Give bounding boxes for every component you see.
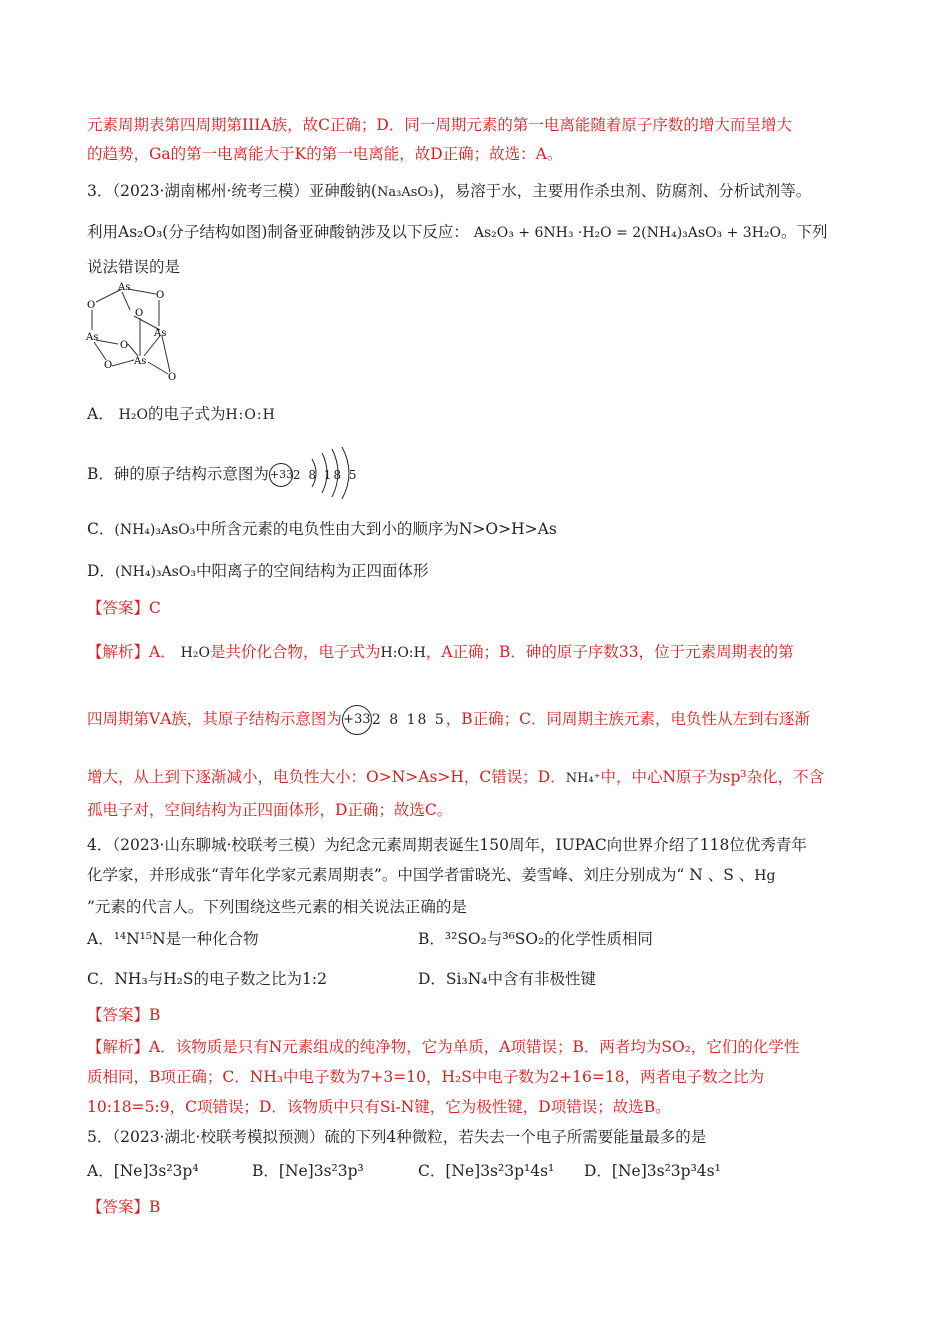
q5-stem: 5．（2023·湖北·校联考模拟预测）硫的下列4种微粒，若失去一个电子所需要能量最多的是 xyxy=(87,1128,707,1146)
q5-option-c: C．[Ne]3s²3p¹4s¹ xyxy=(418,1162,555,1180)
q4-option-a: A．¹⁴N¹⁵N是一种化合物 xyxy=(87,930,259,948)
q3-stem-line-3: 说法错误的是 xyxy=(87,258,181,276)
q4-explanation-line-3: 10:18=5:9，C项错误；D．该物质中只有Si-N键，它为极性键，D项错误；故选B。 xyxy=(87,1098,671,1116)
q4-stem-line-2: 化学家，并形成张“青年化学家元素周期表”。中国学者雷晓光、姜雪峰、刘庄分别成为“ N 、S 、Hg xyxy=(87,866,776,884)
electron-shell-arcs xyxy=(308,445,358,501)
svg-text:O: O xyxy=(87,300,96,311)
q4-stem-line-1: 4．（2023·山东聊城·校联考三模）为纪念元素周期表诞生150周年，IUPAC向世界介绍了118位优秀青年 xyxy=(87,836,807,854)
svg-text:As: As xyxy=(154,328,167,339)
q5-option-a: A．[Ne]3s²3p⁴ xyxy=(87,1162,199,1180)
q4-answer: 【答案】B xyxy=(87,1006,161,1024)
q5-option-d: D．[Ne]3s²3p³4s¹ xyxy=(584,1162,721,1180)
q3-explanation-line-1: 【解析】A． H₂O是共价化合物，电子式为H:O:H，A正确；B．砷的原子序数33，位于元素周期表的第 xyxy=(87,643,794,661)
q4-explanation-line-1: 【解析】A．该物质是只有N元素组成的纯净物，它为单质，A项错误；B．两者均为SO₂，它们的化学性 xyxy=(87,1038,800,1056)
q5-answer: 【答案】B xyxy=(87,1198,161,1216)
q3-explanation-line-2: 四周期第ⅤA族，其原子结构示意图为+332 8 18 5，B正确；C．同周期主族元素，电负性从左到右逐渐 xyxy=(87,705,810,735)
q3-explanation-line-4: 孤电子对，空间结构为正四面体形，D正确；故选C。 xyxy=(87,801,453,819)
electron-shells: 2 8 18 5 xyxy=(292,468,359,482)
q4-option-b: B．³²SO₂与³⁶SO₂的化学性质相同 xyxy=(418,930,653,948)
svg-text:O: O xyxy=(135,308,144,319)
svg-text:O: O xyxy=(104,360,113,371)
q4-explanation-line-2: 质相同，B项正确；C．NH₃中电子数为7+3=10，H₂S中电子数为2+16=18，两者电子数之比为 xyxy=(87,1068,765,1086)
q3-option-d: D．(NH₄)₃AsO₃中阳离子的空间结构为正四面体形 xyxy=(87,562,429,580)
q5-option-b: B．[Ne]3s²3p³ xyxy=(252,1162,364,1180)
svg-text:As: As xyxy=(86,332,99,343)
svg-text:As: As xyxy=(134,356,147,367)
q3-answer: 【答案】C xyxy=(87,599,161,617)
svg-text:As: As xyxy=(118,282,131,293)
q3-option-c: C．(NH₄)₃AsO₃中所含元素的电负性由大到小的顺序为N>O>H>As xyxy=(87,520,557,538)
prev-explanation-line-1: 元素周期表第四周期第IIIA族，故C正确；D．同一周期元素的第一电离能随着原子序数的增大而呈增大 xyxy=(87,116,792,134)
q3-stem-line-2: 利用As₂O₃(分子结构如图)制备亚砷酸钠涉及以下反应： As₂O₃ + 6NH₃ ·H₂O = 2(NH₄)₃AsO₃ + 3H₂O。下列 xyxy=(87,223,828,241)
q3-stem-line-1: 3．（2023·湖南郴州·统考三模）亚砷酸钠(Na₃AsO₃)，易溶于水，主要用作杀虫剂、防腐剂、分析试剂等。 xyxy=(87,182,812,200)
q3-option-a: A． H₂O的电子式为H:O:H xyxy=(87,405,276,423)
svg-text:O: O xyxy=(156,290,165,301)
as2o3-structure-diagram xyxy=(82,280,182,384)
q4-stem-line-3: ”元素的代言人。下列围绕这些元素的相关说法正确的是 xyxy=(87,898,467,916)
q3-explanation-line-3: 增大，从上到下逐渐减小，电负性大小：O>N>As>H，C错误；D．NH₄⁺中，中心N原子为sp³杂化，不含 xyxy=(87,768,825,786)
h2o-electron-formula: H:O:H xyxy=(225,407,276,423)
nucleus-circle: +33 xyxy=(269,463,293,487)
prev-explanation-line-2: 的趋势，Ga的第一电离能大于K的第一电离能，故D正确；故选：A。 xyxy=(87,145,563,163)
q4-option-d: D．Si₃N₄中含有非极性键 xyxy=(418,970,596,988)
svg-text:O: O xyxy=(120,340,129,351)
q3-option-b: B．砷的原子结构示意图为+332 8 18 5 xyxy=(87,463,359,487)
svg-text:O: O xyxy=(168,372,177,383)
q4-option-c: C．NH₃与H₂S的电子数之比为1:2 xyxy=(87,970,327,988)
